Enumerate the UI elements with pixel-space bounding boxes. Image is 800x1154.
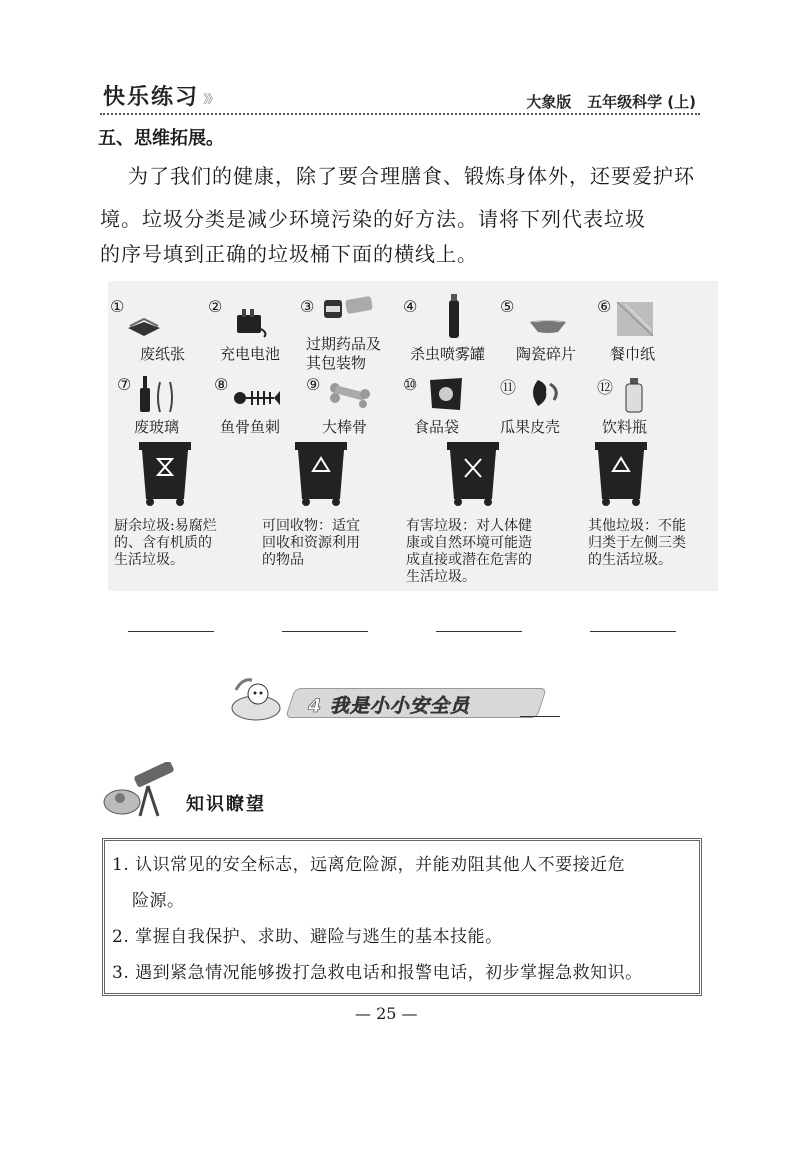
item-label: 充电电池 bbox=[220, 345, 281, 363]
objective-item: 3. 遇到紧急情况能够拨打急救电话和报警电话，初步掌握急救知识。 bbox=[112, 963, 643, 983]
item-number: ④ bbox=[403, 297, 418, 316]
paper-icon bbox=[126, 316, 162, 340]
item-number: ⑫ bbox=[597, 378, 614, 397]
item-number: ⑪ bbox=[500, 378, 517, 397]
objective-item: 险源。 bbox=[132, 891, 185, 911]
medicine-icon bbox=[320, 294, 376, 322]
item-label: 过期药品及 bbox=[306, 335, 382, 353]
paragraph-line: 境。垃圾分类是减少环境污染的好方法。请将下列代表垃圾 bbox=[100, 207, 646, 231]
item-label: 废纸张 bbox=[140, 345, 186, 363]
header-edition: 大象版 bbox=[526, 93, 572, 111]
objective-item: 1. 认识常见的安全标志，远离危险源，并能劝阻其他人不要接近危 bbox=[112, 855, 626, 875]
paragraph-line: 的序号填到正确的垃圾桶下面的横线上。 bbox=[100, 242, 478, 266]
section-heading: 五、思维拓展。 bbox=[98, 128, 224, 149]
lesson-title: 4 我是小小安全员 bbox=[308, 695, 470, 717]
other-waste-bin-icon bbox=[594, 441, 648, 507]
item-number: ⑤ bbox=[500, 297, 515, 316]
answer-blank-recyclable[interactable] bbox=[282, 631, 368, 632]
answer-blank-hazardous[interactable] bbox=[436, 631, 522, 632]
item-label: 大棒骨 bbox=[322, 418, 368, 436]
food-bag-icon bbox=[426, 376, 466, 412]
kitchen-waste-bin-icon bbox=[138, 441, 192, 507]
item-label: 饮料瓶 bbox=[602, 418, 648, 436]
chevron-icon: 》》 bbox=[203, 92, 218, 106]
item-label: 杀虫喷雾罐 bbox=[410, 345, 486, 363]
paragraph-line: 为了我们的健康，除了要合理膳食、锻炼身体外，还要爱护环 bbox=[128, 164, 695, 188]
hazardous-bin-icon bbox=[446, 441, 500, 507]
answer-blank-kitchen[interactable] bbox=[128, 631, 214, 632]
drink-bottle-icon bbox=[622, 376, 646, 414]
item-label: 其包装物 bbox=[306, 354, 367, 372]
recyclable-bin-icon bbox=[294, 441, 348, 507]
bin-description-kitchen: 厨余垃圾:易腐烂 的、含有机质的 生活垃圾。 bbox=[114, 518, 217, 568]
item-label: 废玻璃 bbox=[134, 418, 180, 436]
header-brand: 快乐练习 bbox=[103, 85, 200, 110]
header-divider bbox=[100, 113, 700, 115]
telescope-icon bbox=[100, 762, 184, 820]
napkin-icon bbox=[615, 300, 655, 338]
header-course-title: 五年级科学 (上) bbox=[587, 93, 696, 111]
fish-bone-icon bbox=[232, 386, 282, 410]
bone-icon bbox=[328, 380, 372, 408]
answer-blank-other[interactable] bbox=[590, 631, 676, 632]
ceramic-shard-icon bbox=[528, 316, 568, 336]
spray-can-icon bbox=[446, 292, 462, 340]
mascot-icon bbox=[228, 674, 284, 724]
item-number: ⑦ bbox=[117, 375, 132, 394]
item-number: ⑩ bbox=[403, 375, 418, 394]
item-label: 瓜果皮壳 bbox=[500, 418, 561, 436]
item-number: ⑥ bbox=[597, 297, 612, 316]
bin-description-other: 其他垃圾：不能 归类于左侧三类 的生活垃圾。 bbox=[588, 518, 686, 568]
knowledge-title: 知识瞭望 bbox=[186, 794, 266, 815]
page-number: — 25 — bbox=[355, 1004, 418, 1023]
apple-core-icon bbox=[524, 374, 564, 410]
battery-charger-icon bbox=[234, 305, 268, 339]
item-number: ② bbox=[208, 297, 223, 316]
objective-item: 2. 掌握自我保护、求助、避险与逃生的基本技能。 bbox=[112, 927, 503, 947]
item-number: ① bbox=[110, 297, 125, 316]
bin-description-hazardous: 有害垃圾：对人体健 康或自然环境可能造 成直接或潜在危害的 生活垃圾。 bbox=[406, 518, 532, 585]
glass-bottle-icon bbox=[136, 374, 184, 414]
item-label: 食品袋 bbox=[414, 418, 460, 436]
item-label: 鱼骨鱼刺 bbox=[220, 418, 281, 436]
item-number: ③ bbox=[300, 297, 315, 316]
banner-underline bbox=[520, 716, 560, 717]
item-number: ⑧ bbox=[214, 375, 229, 394]
item-number: ⑨ bbox=[306, 375, 321, 394]
header-course bbox=[526, 91, 696, 112]
bin-description-recyclable: 可回收物：适宜 回收和资源利用 的物品 bbox=[262, 518, 360, 568]
item-label: 餐巾纸 bbox=[610, 345, 656, 363]
item-label: 陶瓷碎片 bbox=[516, 345, 577, 363]
